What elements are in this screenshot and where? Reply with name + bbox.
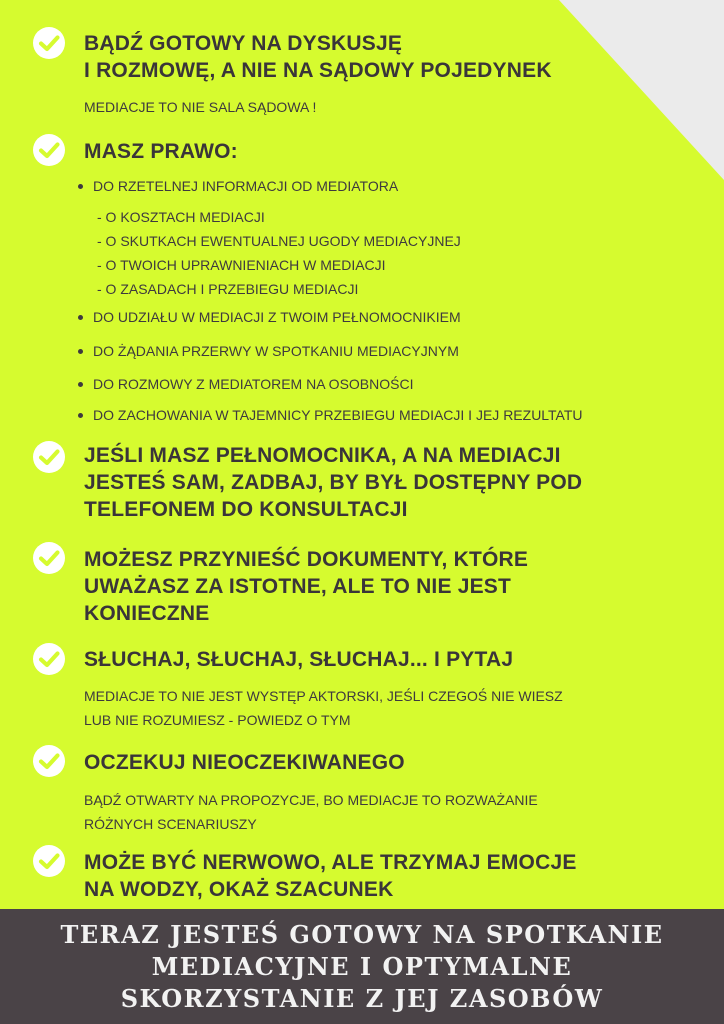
section-subtext	[84, 95, 316, 119]
checkmark-icon	[32, 26, 66, 60]
checkmark-icon	[32, 541, 66, 575]
section-heading	[84, 849, 577, 903]
info-item: - O SKUTKACH EWENTUALNEJ UGODY MEDIACYJNEJ	[97, 233, 461, 249]
info-item: - O KOSZTACH MEDIACJI	[97, 209, 265, 225]
heading-line: JESTEŚ SAM, ZADBAJ, BY BYŁ DOSTĘPNY POD	[84, 471, 583, 494]
bullet-icon	[78, 184, 83, 189]
heading-line: MOŻE BYĆ NERWOWO, ALE TRZYMAJ EMOCJE	[84, 851, 577, 874]
subtext-line: MEDIACJE TO NIE SALA SĄDOWA !	[84, 99, 317, 115]
right-text: DO ROZMOWY Z MEDIATOREM NA OSOBNOŚCI	[93, 376, 414, 392]
footer-line: TERAZ JESTEŚ GOTOWY NA SPOTKANIE	[60, 919, 664, 949]
subtext-line: LUB NIE ROZUMIESZ - POWIEDZ O TYM	[84, 712, 351, 728]
heading-line: JEŚLI MASZ PEŁNOMOCNIKA, A NA MEDIACJI	[84, 444, 561, 467]
section-heading	[84, 442, 582, 523]
right-list-item	[78, 307, 461, 327]
corner-triangle	[559, 0, 724, 180]
heading-line: TELEFONEM DO KONSULTACJI	[84, 498, 408, 521]
checkmark-icon	[32, 440, 66, 474]
bullet-icon	[78, 413, 83, 418]
right-list-item	[78, 374, 413, 394]
footer-banner	[0, 909, 724, 1024]
footer-line: MEDIACYJNE I OPTYMALNE	[151, 951, 573, 981]
right-list-item	[78, 405, 583, 425]
heading-line: MASZ PRAWO:	[84, 140, 238, 163]
info-item: - O ZASADACH I PRZEBIEGU MEDIACJI	[97, 281, 359, 297]
right-list-item	[78, 176, 398, 196]
subtext-line: BĄDŹ OTWARTY NA PROPOZYCJE, BO MEDIACJE TO ROZWAŻANIE	[84, 792, 538, 808]
section-heading	[84, 30, 552, 84]
heading-line: I ROZMOWĘ, A NIE NA SĄDOWY POJEDYNEK	[84, 59, 552, 82]
heading-line: BĄDŹ GOTOWY NA DYSKUSJĘ	[84, 32, 403, 55]
section-subtext	[84, 684, 563, 732]
section-subtext	[84, 788, 538, 836]
bullet-icon	[78, 349, 83, 354]
section-heading	[84, 138, 238, 165]
subtext-line: MEDIACJE TO NIE JEST WYSTĘP AKTORSKI, JEŚLI CZEGOŚ NIE WIESZ	[84, 688, 563, 704]
section-heading	[84, 749, 405, 776]
right-text: DO UDZIAŁU W MEDIACJI Z TWOIM PEŁNOMOCNIKIEM	[93, 309, 461, 325]
checkmark-icon	[32, 844, 66, 878]
right-text: DO ŻĄDANIA PRZERWY W SPOTKANIU MEDIACYJNYM	[93, 343, 459, 359]
info-item: - O TWOICH UPRAWNIENIACH W MEDIACJI	[97, 257, 386, 273]
section-heading	[84, 546, 528, 627]
subtext-line: RÓŻNYCH SCENARIUSZY	[84, 816, 257, 832]
checkmark-icon	[32, 744, 66, 778]
heading-line: NA WODZY, OKAŻ SZACUNEK	[84, 878, 394, 901]
checkmark-icon	[32, 133, 66, 167]
bullet-icon	[78, 315, 83, 320]
right-list-item	[78, 341, 459, 361]
heading-line: OCZEKUJ NIEOCZEKIWANEGO	[84, 751, 405, 774]
bullet-icon	[78, 382, 83, 387]
info-list	[97, 205, 461, 301]
footer-line: SKORZYSTANIE Z JEJ ZASOBÓW	[120, 983, 604, 1013]
checkmark-icon	[32, 642, 66, 676]
heading-line: SŁUCHAJ, SŁUCHAJ, SŁUCHAJ... I PYTAJ	[84, 648, 514, 671]
section-heading	[84, 646, 513, 673]
heading-line: KONIECZNE	[84, 602, 210, 625]
heading-line: MOŻESZ PRZYNIEŚĆ DOKUMENTY, KTÓRE	[84, 548, 529, 571]
right-text: DO ZACHOWANIA W TAJEMNICY PRZEBIEGU MEDIACJI I JEJ REZULTATU	[93, 407, 583, 423]
right-text: DO RZETELNEJ INFORMACJI OD MEDIATORA	[93, 178, 399, 194]
heading-line: UWAŻASZ ZA ISTOTNE, ALE TO NIE JEST	[84, 575, 512, 598]
